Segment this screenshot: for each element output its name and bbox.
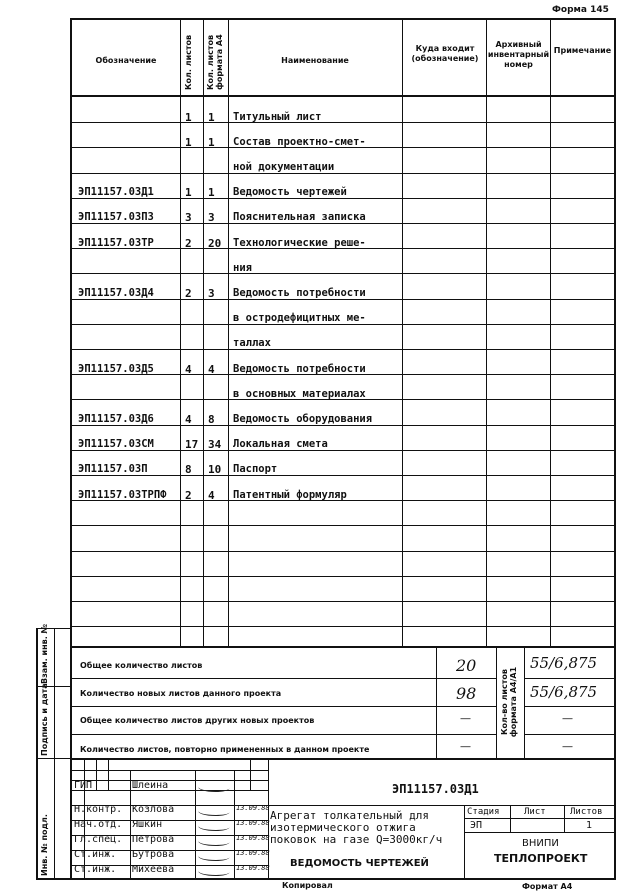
totals-a4-row: [524, 678, 616, 679]
a4-value-2: 55/6,875: [530, 683, 598, 701]
row-line: [70, 450, 616, 451]
people-col: [234, 770, 235, 880]
row-sheets-a4: 1: [208, 136, 215, 149]
strip-mid: [54, 628, 55, 880]
people-col: [130, 770, 131, 880]
row-sheets-count: 1: [185, 186, 192, 199]
row-sheets-count: 3: [185, 211, 192, 224]
other-new-label: Общее количество листов других новых проектов: [80, 716, 315, 725]
side-inv-orig: Инв. № подл.: [40, 814, 49, 876]
row-designation: ЭП11157.03ТРПФ: [78, 489, 167, 501]
row-sheets-a4: 8: [208, 413, 215, 426]
a4-value-4: —: [562, 740, 573, 753]
people-col: [250, 760, 251, 790]
row-sheets-a4: 3: [208, 287, 215, 300]
row-line: [70, 173, 616, 174]
row-name: Титульный лист: [233, 111, 322, 123]
stage-label: Стадия: [467, 807, 500, 817]
people-col: [195, 770, 196, 880]
frame-bottom: [36, 878, 616, 880]
row-name: Локальная смета: [233, 438, 328, 450]
stamp-person-name: Яшкин: [132, 819, 163, 830]
stamp-col: [564, 805, 565, 832]
form-label: Форма 145: [552, 5, 609, 15]
col-designation: Обозначение: [95, 56, 157, 65]
row-line: [70, 551, 616, 552]
people-row-line: [70, 780, 268, 781]
totals-row: [70, 706, 496, 707]
reused-label: Количество листов, повторно примененных в данном проекте: [80, 745, 370, 754]
row-name: Патентный формуляр: [233, 489, 347, 501]
col-archive-number: Архивный инвентарный номер: [487, 40, 550, 69]
a4-value-3: —: [562, 712, 573, 725]
sheets-value: 1: [586, 820, 593, 831]
row-name: в остродефицитных ме-: [233, 312, 366, 324]
row-designation: ЭП11157.03Д6: [78, 413, 154, 425]
col-sheets-count: Кол. листов: [184, 34, 193, 90]
row-sheets-a4: 1: [208, 111, 215, 124]
row-line: [70, 576, 616, 577]
stamp-person-name: Михеева: [132, 864, 175, 875]
row-sheets-a4: 1: [208, 186, 215, 199]
row-name: таллах: [233, 337, 271, 349]
strip-left: [36, 628, 38, 880]
row-name: ния: [233, 262, 252, 274]
org-line-2: ТЕПЛОПРОЕКТ: [494, 852, 588, 865]
row-name: Паспорт: [233, 463, 278, 475]
stamp-person-name: Шлеина: [132, 780, 169, 791]
row-line: [70, 525, 616, 526]
row-line: [70, 349, 616, 350]
stamp-date: 13.09.88: [236, 864, 270, 872]
stamp-row: [464, 832, 616, 833]
other-new-value: —: [460, 712, 471, 725]
totals-col: [524, 648, 525, 758]
row-name: ной документации: [233, 161, 335, 173]
a4-value-1: 55/6,875: [530, 654, 598, 672]
people-row-line: [70, 790, 268, 791]
col-where-included: Куда входит (обозначение): [411, 44, 479, 63]
stamp-col: [464, 805, 465, 880]
stamp-title-3: поковок на газе Q=3000кг/ч: [270, 833, 443, 846]
sheets-label: Листов: [570, 807, 603, 817]
row-line: [70, 475, 616, 476]
row-line: [70, 425, 616, 426]
footer-format: Формат А4: [522, 882, 573, 891]
reused-value: —: [460, 740, 471, 753]
row-name: Пояснительная записка: [233, 211, 366, 223]
row-name: Состав проектно-смет-: [233, 136, 366, 148]
row-sheets-a4: 34: [208, 438, 222, 451]
signature-scribble: [196, 837, 231, 846]
row-sheets-a4: 10: [208, 463, 222, 476]
row-sheets-count: 1: [185, 111, 192, 124]
row-sheets-count: 8: [185, 463, 192, 476]
totals-a4-row: [524, 706, 616, 707]
row-name: Ведомость чертежей: [233, 186, 347, 198]
stamp-title-1: Агрегат толкательный для: [270, 809, 429, 822]
totals-col: [496, 648, 497, 758]
stamp-code: ЭП11157.03Д1: [392, 782, 479, 796]
totals-row: [70, 678, 496, 679]
stamp-person-name: Петрова: [132, 834, 175, 845]
stamp-doc-name: ВЕДОМОСТЬ ЧЕРТЕЖЕЙ: [290, 858, 429, 869]
row-sheets-count: 2: [185, 287, 192, 300]
row-line: [70, 626, 616, 627]
signature-scribble: [196, 822, 231, 831]
people-col: [108, 760, 109, 790]
row-name: Ведомость потребности: [233, 287, 366, 299]
stamp-title-2: изотермического отжига: [270, 821, 416, 834]
stamp-role: Нач.отд.: [74, 819, 123, 830]
stamp-top: [70, 758, 616, 760]
col-note: Примечание: [553, 46, 612, 55]
sheet-label: Лист: [524, 807, 546, 817]
row-line: [70, 324, 616, 325]
totals-top: [70, 646, 616, 648]
people-row-line: [70, 770, 268, 771]
row-designation: ЭП11157.03ПЗ: [78, 211, 154, 223]
people-col: [96, 760, 97, 790]
stamp-role: ГИП: [74, 780, 93, 791]
stamp-role: Ст.инж.: [74, 864, 117, 875]
row-line: [70, 223, 616, 224]
row-name: в основных материалах: [233, 388, 366, 400]
stamp-role: Ст.инж.: [74, 849, 117, 860]
row-line: [70, 273, 616, 274]
row-sheets-a4: 20: [208, 237, 222, 250]
row-designation: ЭП11157.03СМ: [78, 438, 154, 450]
side-inv-replace: Взам. инв. №: [40, 623, 49, 684]
stamp-row: [464, 818, 616, 819]
row-designation: ЭП11157.03Д5: [78, 363, 154, 375]
row-sheets-count: 4: [185, 413, 192, 426]
stamp-date: 13.09.88: [236, 804, 270, 812]
side-sign-date: Подпись и дата: [40, 683, 49, 756]
stamp-role: Н.контр.: [74, 804, 123, 815]
row-designation: ЭП11157.03Д4: [78, 287, 154, 299]
signature-scribble: [196, 867, 231, 876]
row-sheets-count: 17: [185, 438, 199, 451]
new-sheets-label: Количество новых листов данного проекта: [80, 689, 282, 698]
stamp-role: Гл.спец.: [74, 834, 123, 845]
totals-col: [436, 648, 437, 758]
stage-value: ЭП: [470, 820, 483, 831]
row-sheets-count: 1: [185, 136, 192, 149]
stamp-date: 13.09.88: [236, 834, 270, 842]
row-line: [70, 299, 616, 300]
strip-div: [36, 758, 72, 759]
frame-top: [70, 18, 616, 20]
header-line: [70, 95, 616, 97]
row-line: [70, 601, 616, 602]
row-sheets-a4: 4: [208, 489, 215, 502]
col-sheets-a4: Кол. листов формата А4: [206, 34, 224, 90]
row-name: Технологические реше-: [233, 237, 366, 249]
row-sheets-count: 2: [185, 237, 192, 250]
total-sheets-value: 20: [456, 656, 477, 675]
row-designation: ЭП11157.03Д1: [78, 186, 154, 198]
stamp-date: 13.09.88: [236, 849, 270, 857]
row-sheets-count: 4: [185, 363, 192, 376]
totals-row: [70, 734, 496, 735]
total-sheets-label: Общее количество листов: [80, 661, 203, 670]
row-name: Ведомость оборудования: [233, 413, 373, 425]
row-sheets-a4: 4: [208, 363, 215, 376]
row-sheets-count: 2: [185, 489, 192, 502]
stamp-col: [510, 805, 511, 832]
stamp-person-name: Козлова: [132, 804, 175, 815]
stamp-person-name: Бутрова: [132, 849, 175, 860]
row-designation: ЭП11157.03ТР: [78, 237, 154, 249]
a4-header: Кол-во листов формата А4/А1: [500, 666, 518, 738]
row-name: Ведомость потребности: [233, 363, 366, 375]
org-line-1: ВНИПИ: [522, 838, 559, 849]
totals-a4-row: [524, 734, 616, 735]
row-line: [70, 198, 616, 199]
row-line: [70, 122, 616, 123]
row-designation: ЭП11157.03П: [78, 463, 148, 475]
row-sheets-a4: 3: [208, 211, 215, 224]
new-sheets-value: 98: [456, 684, 477, 703]
stamp-date: 13.09.88: [236, 819, 270, 827]
col-name: Наименование: [281, 56, 349, 65]
signature-scribble: [196, 807, 231, 816]
footer-copied: Копировал: [282, 881, 333, 890]
signature-scribble: [196, 852, 231, 861]
